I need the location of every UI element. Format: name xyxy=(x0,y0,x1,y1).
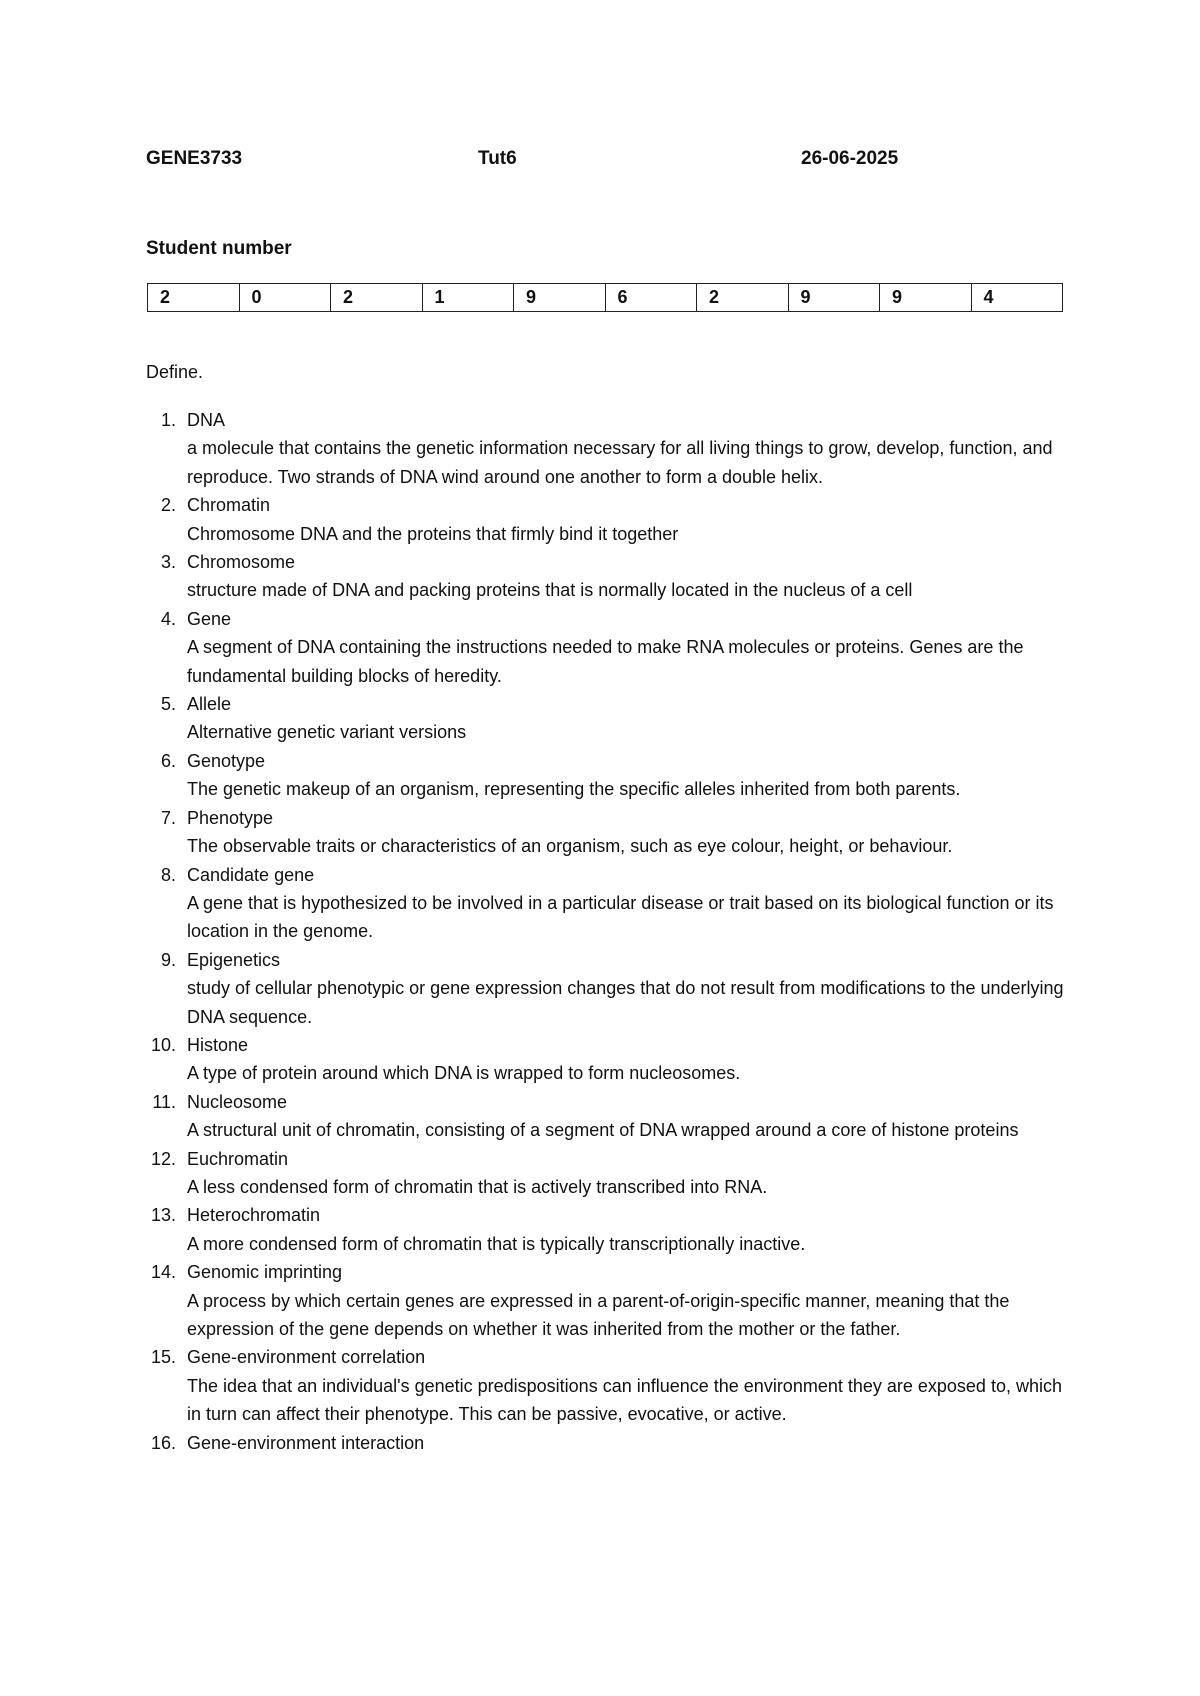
student-number-digit: 2 xyxy=(331,284,423,312)
instruction-text: Define. xyxy=(146,362,204,382)
student-number-digit: 6 xyxy=(605,284,697,312)
item-number: 2. xyxy=(160,495,176,516)
student-number-digit: 2 xyxy=(148,284,240,312)
definition-text: The genetic makeup of an organism, representing the specific alleles inherited from both parents. xyxy=(187,779,961,800)
item-number: 12. xyxy=(150,1148,176,1169)
list-item xyxy=(146,1343,1066,1428)
list-item xyxy=(146,548,1066,605)
term: Epigenetics xyxy=(187,949,281,970)
term: Nucleosome xyxy=(187,1091,288,1112)
term: Allele xyxy=(187,694,232,715)
student-number-digit: 9 xyxy=(514,284,606,312)
definition-text: The idea that an individual's genetic predispositions can influence the environment they are exposed to, which in turn can affect their phenotype. This can be passive, evocative, or active. xyxy=(187,1375,1062,1425)
term: Euchromatin xyxy=(187,1148,289,1169)
term: Chromatin xyxy=(187,495,271,516)
student-number-digit: 4 xyxy=(971,284,1063,312)
item-number: 1. xyxy=(160,410,176,430)
definition-text: A process by which certain genes are expressed in a parent-of-origin-specific manner, meaning that the expression of the gene depends on whether it was inherited from the mother or the father. xyxy=(187,1290,1010,1339)
student-number-digit: 9 xyxy=(880,284,972,312)
term: Chromosome xyxy=(187,552,296,573)
definition-text: Alternative genetic variant versions xyxy=(187,722,467,743)
item-number: 13. xyxy=(150,1205,176,1226)
list-item xyxy=(146,946,1066,1031)
term: Phenotype xyxy=(187,807,274,828)
student-number-digit: 1 xyxy=(422,284,514,312)
list-item xyxy=(146,1201,1066,1258)
definition-text: A type of protein around which DNA is wrapped to form nucleosomes. xyxy=(187,1063,741,1084)
definition-text: Chromosome DNA and the proteins that firmly bind it together xyxy=(187,523,679,544)
list-item xyxy=(146,406,1066,491)
item-number: 16. xyxy=(150,1432,176,1453)
term: Genotype xyxy=(187,750,266,771)
item-number: 6. xyxy=(160,750,176,771)
definition-text: The observable traits or characteristics of an organism, such as eye colour, height, or behaviour. xyxy=(187,836,953,857)
list-item xyxy=(146,804,1066,861)
term: Genomic imprinting xyxy=(187,1262,343,1283)
definition-text: A structural unit of chromatin, consisting of a segment of DNA wrapped around a core of histone proteins xyxy=(187,1120,1019,1141)
term: Gene-environment interaction xyxy=(187,1432,425,1453)
item-number: 5. xyxy=(160,694,176,715)
term: Candidate gene xyxy=(187,864,315,885)
list-item xyxy=(146,1145,1066,1202)
item-number: 15. xyxy=(150,1347,176,1368)
list-item xyxy=(146,690,1066,747)
list-item xyxy=(146,861,1066,946)
list-item xyxy=(146,1088,1066,1145)
item-number: 7. xyxy=(160,807,176,828)
term: DNA xyxy=(187,410,226,430)
list-item xyxy=(146,747,1066,804)
item-number: 9. xyxy=(160,949,176,970)
list-item xyxy=(146,1031,1066,1088)
student-number-digit: 9 xyxy=(788,284,880,312)
item-number: 14. xyxy=(150,1262,176,1283)
course-code: GENE3733 xyxy=(146,148,243,169)
term: Gene xyxy=(187,608,232,629)
student-number-row xyxy=(148,284,1063,312)
list-item xyxy=(146,1429,1066,1457)
list-item xyxy=(146,1258,1066,1343)
item-number: 10. xyxy=(150,1034,176,1055)
item-number: 4. xyxy=(160,608,176,629)
definitions-list xyxy=(146,406,1066,1457)
student-number-table xyxy=(147,283,1063,312)
student-number-digit: 0 xyxy=(239,284,331,312)
term: Histone xyxy=(187,1034,249,1055)
definition-text: A segment of DNA containing the instructions needed to make RNA molecules or proteins. Genes are the fundamental building blocks of heredity. xyxy=(187,637,1024,686)
item-number: 11. xyxy=(152,1091,176,1112)
item-number: 8. xyxy=(160,864,176,885)
student-number-label: Student number xyxy=(146,238,292,259)
list-item xyxy=(146,605,1066,690)
definition-text: A less condensed form of chromatin that is actively transcribed into RNA. xyxy=(187,1176,768,1197)
item-number: 3. xyxy=(160,552,176,573)
term: Heterochromatin xyxy=(187,1205,321,1226)
definition-text: A gene that is hypothesized to be involved in a particular disease or trait based on its biological function or its location in the genome. xyxy=(187,892,1054,942)
document-header xyxy=(146,148,1066,174)
document-date: 26-06-2025 xyxy=(801,148,899,169)
tutorial-label: Tut6 xyxy=(478,148,517,169)
list-item xyxy=(146,491,1066,548)
term: Gene-environment correlation xyxy=(187,1347,426,1368)
definition-text: structure made of DNA and packing proteins that is normally located in the nucleus of a cell xyxy=(187,580,913,601)
definition-text: a molecule that contains the genetic information necessary for all living things to grow, develop, function, and reproduce. Two strands of DNA wind around one another to form a double helix. xyxy=(187,438,1053,487)
definition-text: A more condensed form of chromatin that is typically transcriptionally inactive. xyxy=(187,1233,806,1254)
definition-text: study of cellular phenotypic or gene expression changes that do not result from modifications to the underlying DNA sequence. xyxy=(187,978,1064,1027)
student-number-digit: 2 xyxy=(697,284,789,312)
